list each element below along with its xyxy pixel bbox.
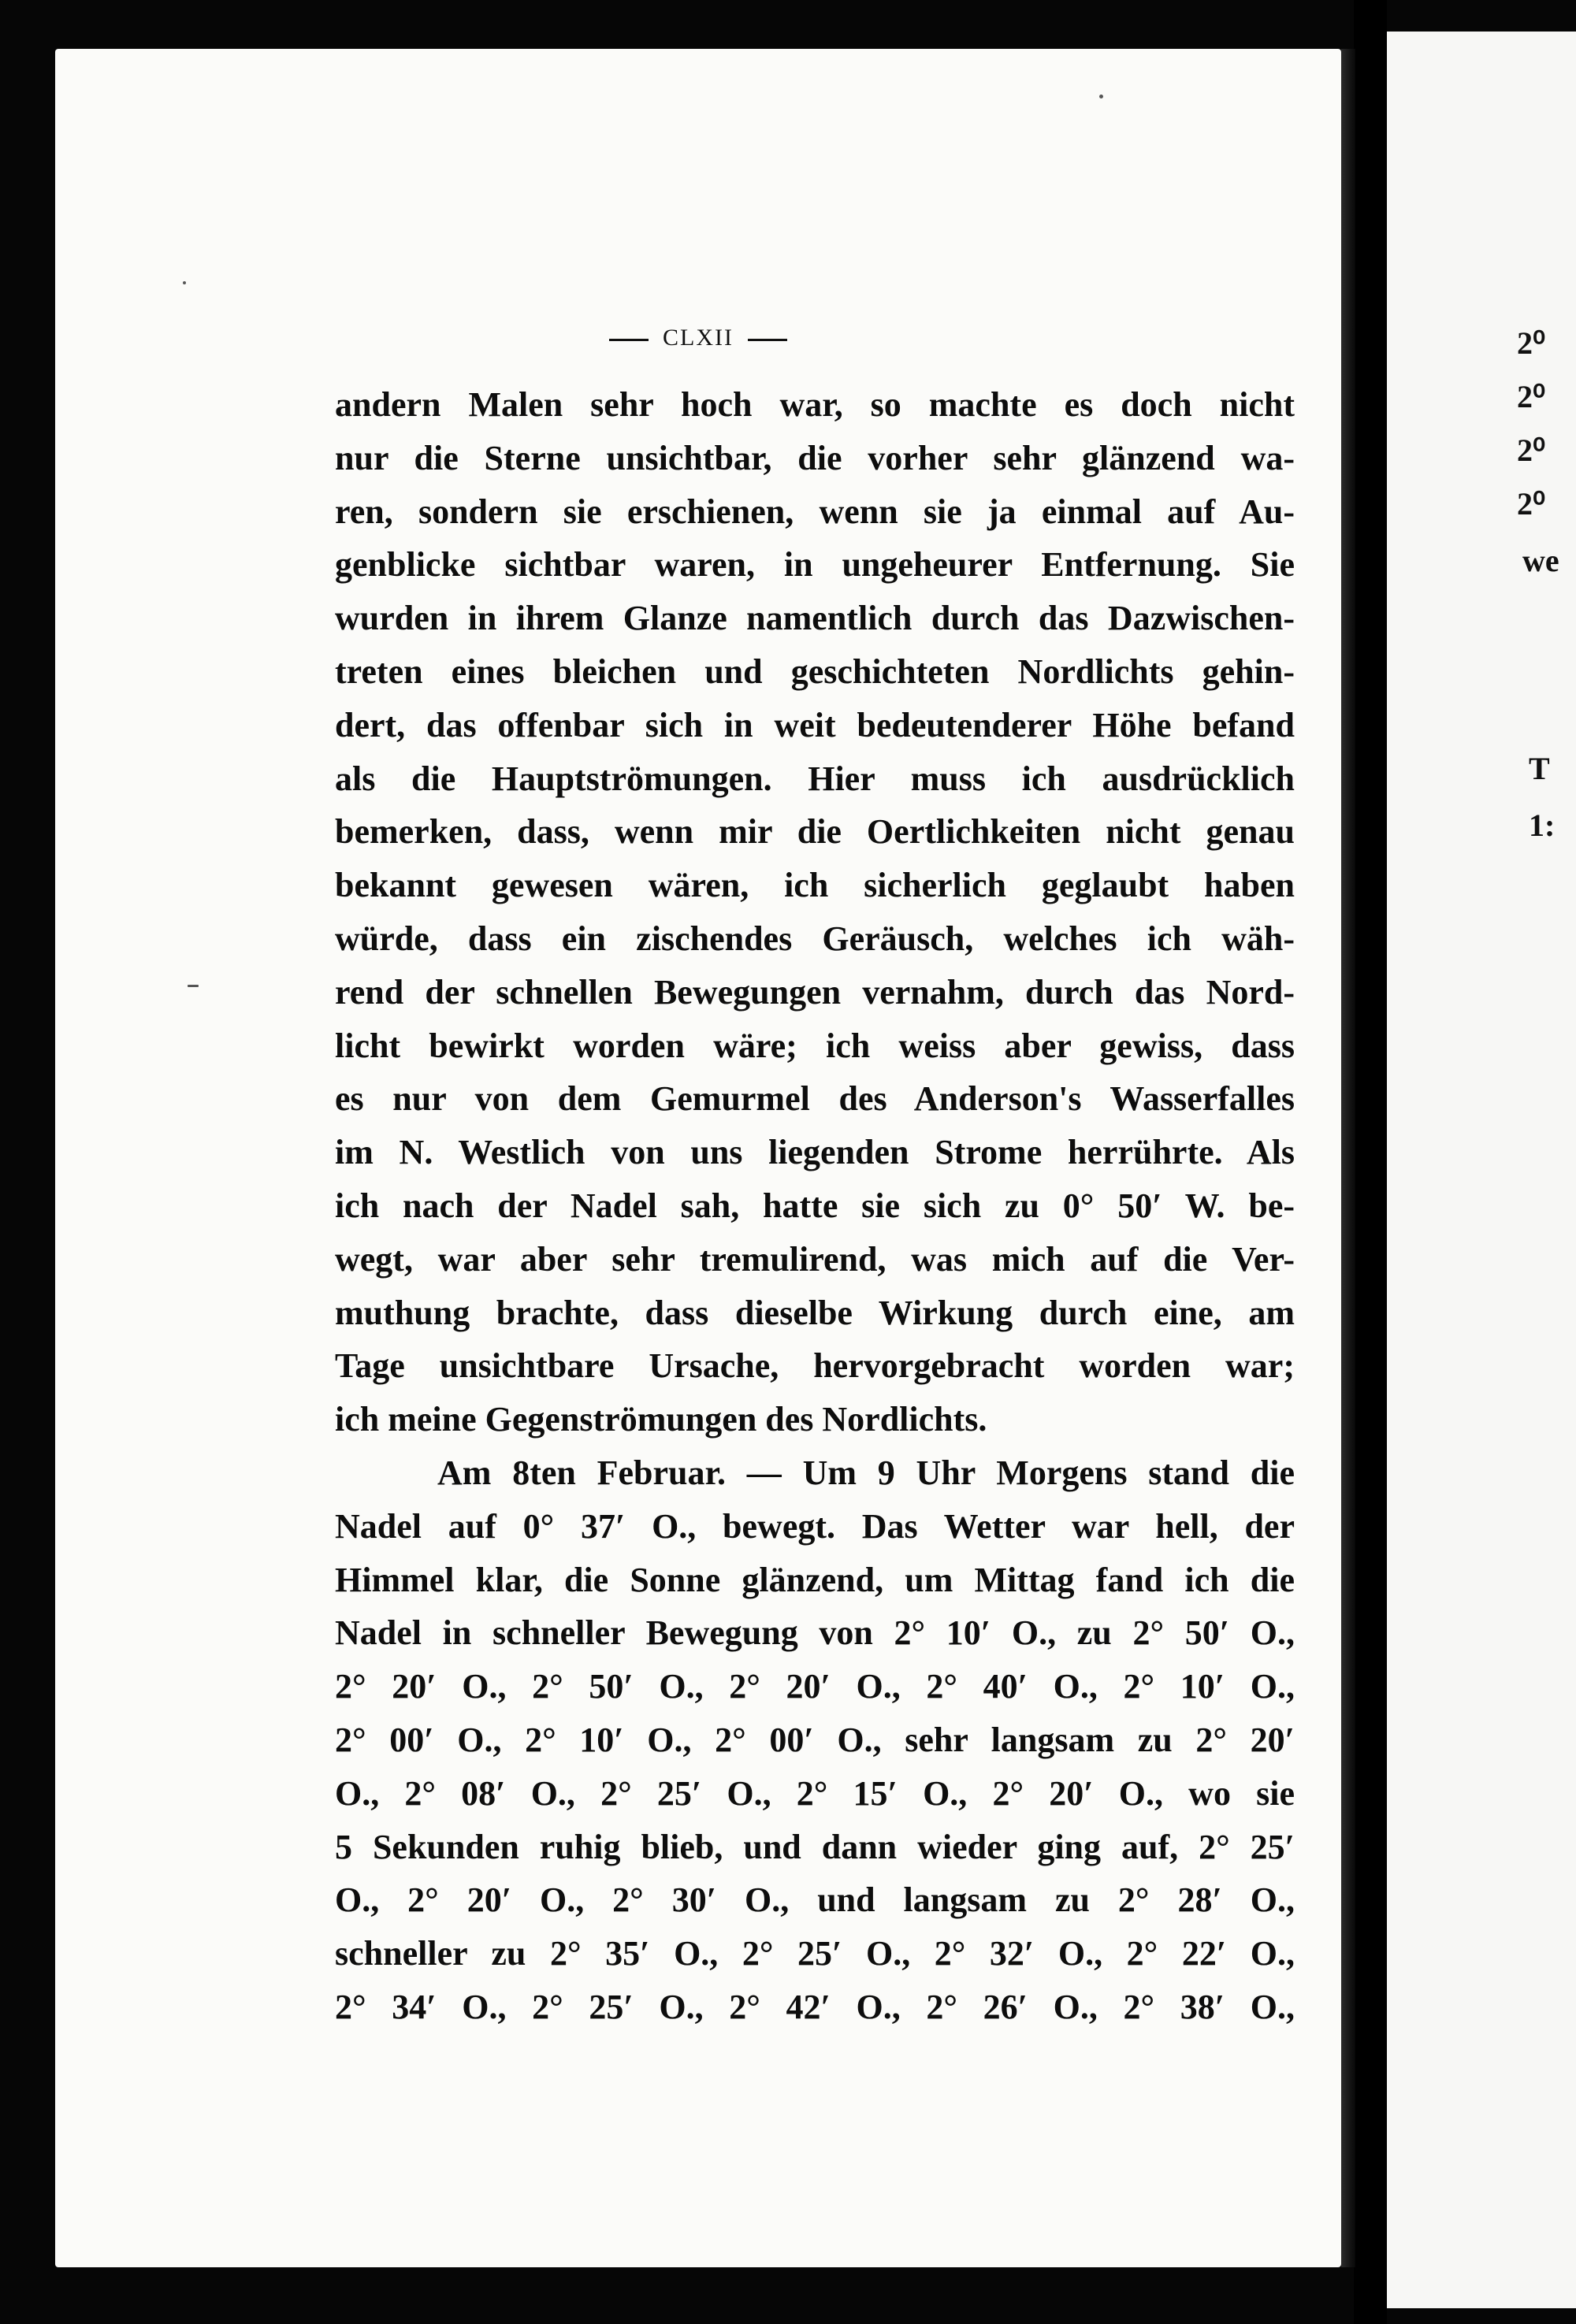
facing-page-fragment: 2⁰ <box>1517 486 1546 522</box>
text-line: O., 2° 20′ O., 2° 30′ O., und langsam zu 2° 28′ O., <box>335 1880 1295 1920</box>
text-line: würde, dass ein zischendes Geräusch, welches ich wäh- <box>335 919 1295 958</box>
facing-page-fragment: T <box>1529 751 1550 786</box>
text-line: im N. Westlich von uns liegenden Strome herrührte. Als <box>335 1133 1295 1172</box>
facing-page-fragment: 1: <box>1529 807 1556 843</box>
text-line: bekannt gewesen wären, ich sicherlich geglaubt haben <box>335 866 1295 905</box>
facing-page-fragment: 2⁰ <box>1517 325 1546 361</box>
text-line: 2° 34′ O., 2° 25′ O., 2° 42′ O., 2° 26′ O., 2° 38′ O., <box>335 1987 1295 2026</box>
text-line: wegt, war aber sehr tremulirend, was mich auf die Ver- <box>335 1239 1295 1279</box>
text-line: 5 Sekunden ruhig blieb, und dann wieder ging auf, 2° 25′ <box>335 1827 1295 1866</box>
body-text <box>335 378 1295 2034</box>
running-head <box>55 325 1341 351</box>
page-number: CLXII <box>663 325 734 351</box>
text-line: rend der schnellen Bewegungen vernahm, durch das Nord- <box>335 972 1295 1012</box>
text-line: Tage unsichtbare Ursache, hervorgebracht worden war; <box>335 1346 1295 1386</box>
text-line: Nadel in schneller Bewegung von 2° 10′ O., zu 2° 50′ O., <box>335 1613 1295 1653</box>
book-page <box>55 49 1341 2267</box>
facing-page-fragment: we <box>1522 543 1559 578</box>
text-line: treten eines bleichen und geschichteten Nordlichts gehin- <box>335 652 1295 691</box>
text-line: ich meine Gegenströmungen des Nordlichts. <box>335 1400 987 1439</box>
text-line: Am 8ten Februar. — Um 9 Uhr Morgens stand die <box>437 1453 1295 1492</box>
head-dash-left <box>609 339 649 341</box>
facing-page-fragment: 2⁰ <box>1517 433 1546 468</box>
text-line: 2° 20′ O., 2° 50′ O., 2° 20′ O., 2° 40′ O., 2° 10′ O., <box>335 1667 1295 1706</box>
text-line: Nadel auf 0° 37′ O., bewegt. Das Wetter war hell, der <box>335 1506 1295 1546</box>
text-line: schneller zu 2° 35′ O., 2° 25′ O., 2° 32′ O., 2° 22′ O., <box>335 1934 1295 1973</box>
book-gutter <box>1354 0 1387 2324</box>
text-line: licht bewirkt worden wäre; ich weiss aber gewiss, dass <box>335 1026 1295 1065</box>
text-line: genblicke sichtbar waren, in ungeheurer Entfernung. Sie <box>335 545 1295 585</box>
head-dash-right <box>748 339 787 341</box>
facing-page-fragment: 2⁰ <box>1517 379 1546 414</box>
paper-speck <box>183 281 186 284</box>
facing-page <box>1387 32 1576 2308</box>
page-edge-shadow <box>1341 49 1355 2267</box>
text-line: O., 2° 08′ O., 2° 25′ O., 2° 15′ O., 2° 20′ O., wo sie <box>335 1773 1295 1813</box>
text-line: nur die Sterne unsichtbar, die vorher sehr glänzend wa- <box>335 438 1295 477</box>
paper-speck <box>188 985 199 987</box>
text-line: 2° 00′ O., 2° 10′ O., 2° 00′ O., sehr langsam zu 2° 20′ <box>335 1720 1295 1759</box>
paper-speck <box>1099 95 1103 98</box>
text-line: dert, das offenbar sich in weit bedeutenderer Höhe befand <box>335 705 1295 744</box>
text-line: wurden in ihrem Glanze namentlich durch das Dazwischen- <box>335 599 1295 638</box>
text-line: muthung brachte, dass dieselbe Wirkung durch eine, am <box>335 1293 1295 1332</box>
text-line: als die Hauptströmungen. Hier muss ich ausdrücklich <box>335 759 1295 798</box>
text-line: Himmel klar, die Sonne glänzend, um Mittag fand ich die <box>335 1560 1295 1599</box>
text-line: bemerken, dass, wenn mir die Oertlichkeiten nicht genau <box>335 812 1295 852</box>
text-line: ren, sondern sie erschienen, wenn sie ja einmal auf Au- <box>335 492 1295 531</box>
text-line: es nur von dem Gemurmel des Anderson's Wasserfalles <box>335 1079 1295 1119</box>
text-line: ich nach der Nadel sah, hatte sie sich zu 0° 50′ W. be- <box>335 1186 1295 1225</box>
text-line: andern Malen sehr hoch war, so machte es doch nicht <box>335 385 1295 424</box>
